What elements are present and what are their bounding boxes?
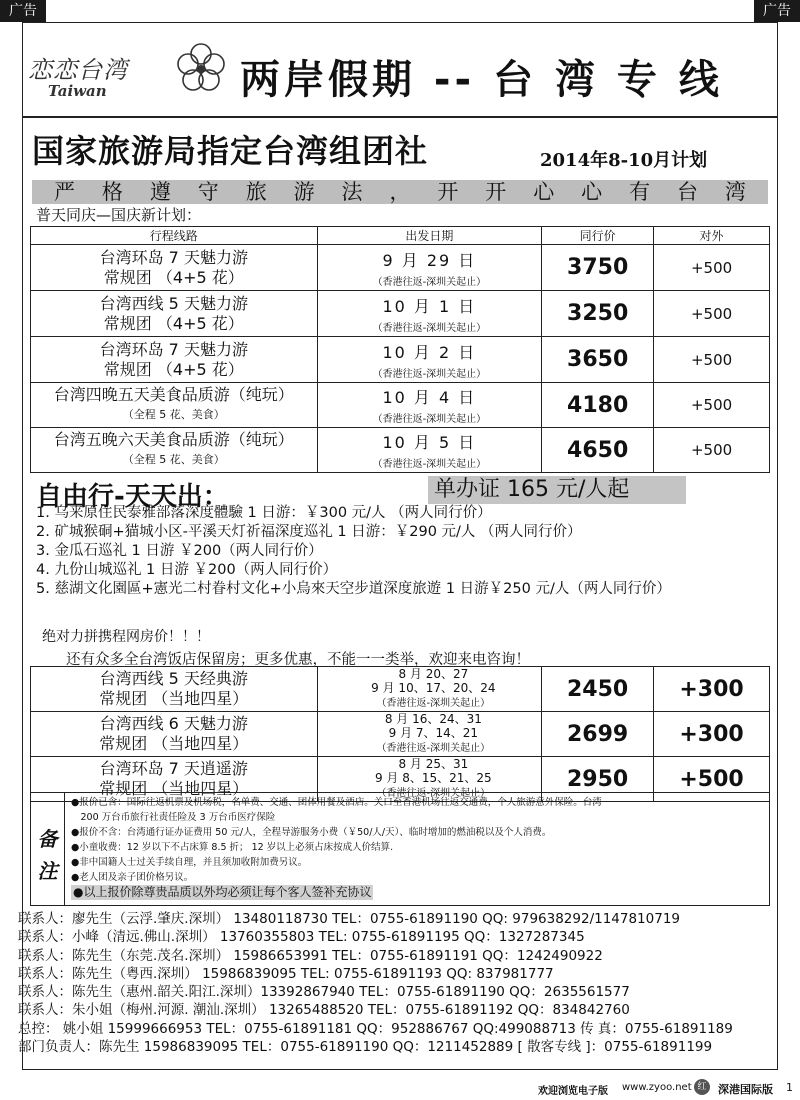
remark-line: ●报价已含：国际往返机票及机场税，名单费、交通、团体用餐及酒店。关口至香港机场往返交通费，个人旅游意外保险。台湾 [71,797,602,808]
contact-line: 总控： 姚小姐 15999666953 TEL：0755-61891181 QQ：952886767 QQ:499088713 传 真：0755-61891189 [18,1020,733,1037]
route-name: 台湾环岛 7 天逍遥游 [99,759,248,778]
slogan-char: 开 [485,180,507,204]
logo [28,42,218,104]
route-type: 常规团 （当地四星） [99,734,249,753]
remark-line: 200 万台币旅行社责任险及 3 万台币医疗保险 [71,812,276,823]
route-cell [31,291,318,337]
departure-dates: 8 月 20、27 [398,667,469,681]
slogan-char: 遵 [149,180,171,204]
footer-edition: 深港国际版 [718,1083,773,1096]
contact-line: 联系人：陈先生（东莞.茂名.深圳） 15986653991 TEL：0755-61891191 QQ：1242490922 [18,947,603,964]
hotel-price-note: 绝对力拼携程网房价！！！ [42,629,210,645]
list-item: 5. 慈湖文化園區+憲光二村眷村文化+小烏來天空步道深度旅遊 1 日游￥250 元/人（两人同行价） [36,581,671,597]
public-markup: +500 [654,245,770,291]
visa-price-badge: 单办证 165 元/人起 [428,476,686,504]
public-markup: +300 [654,667,770,712]
route-cell [31,667,318,712]
date-note: （香港往返-深圳关起止） [372,414,487,425]
public-markup: +500 [654,337,770,383]
date-note: （香港往返-深圳关起止） [372,276,487,288]
table-header-row [31,227,770,245]
contact-line: 联系人：朱小姐（梅州.河源. 潮汕.深圳） 13265488520 TEL：0755-61891192 QQ：834842760 [18,1002,630,1019]
departure-date: 9 月 29 日 [382,250,477,270]
route-type: 常规团 （4+5 花） [103,359,244,379]
route-name: 台湾西线 5 天经典游 [99,669,248,688]
footer-badge-icon: 红 [694,1079,710,1095]
header-divider [22,116,778,118]
date-cell [317,337,542,383]
departure-date: 10 月 1 日 [382,296,477,316]
contact-line: 联系人：陈先生（惠州.韶关.阳江.深圳）13392867940 TEL：0755-61891190 QQ：2635561577 [18,984,630,1001]
header-price: 同行价 [542,227,654,245]
footer-welcome: 欢迎浏览电子版 [538,1086,608,1097]
slogan-char: 守 [197,180,219,204]
trade-price: 2450 [542,667,654,712]
trade-price: 3250 [542,291,654,337]
remarks-body [71,795,767,901]
date-cell [317,667,542,712]
public-markup: +300 [654,712,770,757]
slogan-char: 旅 [245,180,267,204]
main-title: 两岸假期 -- 台 湾 专 线 [240,57,723,103]
footer-site-link[interactable]: www.zyoo.net [622,1082,692,1093]
route-type: （全程 5 花、美食） [122,453,225,466]
list-item: 1. 乌来原住民泰雅部落深度體驗 1 日游：￥300 元/人 （两人同行价） [36,505,492,521]
public-markup: +500 [654,383,770,428]
slogan-banner [32,180,768,204]
date-cell [317,383,542,428]
departure-dates: 9 月 8、15、21、25 [374,771,492,785]
slogan-char: 心 [533,180,555,204]
date-note: （香港往返-深圳关起止） [376,743,491,754]
table-row [31,291,770,337]
departure-date: 10 月 2 日 [382,342,477,362]
date-cell [317,428,542,473]
agreement-note: ●以上报价除尊贵品质以外均必须让每个客人签补充协议 [73,885,372,899]
list-item: 2. 矿城猴硐+猫城小区-平溪天灯祈福深度巡礼 1 日游：￥290 元/人 （两人同行价） [36,524,582,540]
route-type: 常规团 （当地四星） [99,779,249,798]
regular-tour-table [30,666,770,802]
route-cell [31,245,318,291]
date-note: （香港往返-深圳关起止） [376,788,491,799]
public-markup: +500 [654,428,770,473]
route-type: 常规团 （4+5 花） [103,267,244,287]
ad-tag-right: 广告 [754,0,800,22]
route-cell [31,428,318,473]
slogan-char: 严 [54,180,75,204]
date-note: （香港往返-深圳关起止） [372,322,487,334]
remarks-label-char: 注 [37,859,58,883]
departure-date: 10 月 4 日 [382,388,477,407]
public-markup: +500 [654,757,770,802]
trade-price: 3750 [542,245,654,291]
national-day-subhead: 普天同庆—国庆新计划： [36,206,202,224]
slogan-char: 游 [293,180,315,204]
plum-blossom-icon [176,42,226,96]
trade-price: 3650 [542,337,654,383]
slogan-char: 有 [629,180,651,204]
route-name: 台湾五晚六天美食品质游（纯玩） [53,430,294,449]
remarks-box [30,792,770,906]
route-type: 常规团 （4+5 花） [103,313,244,333]
table-row [31,245,770,291]
route-type: 常规团 （当地四星） [99,689,249,708]
slogan-char: ， [389,180,411,204]
contact-line: 联系人：廖先生（云浮.肇庆.深圳） 13480118730 TEL：0755-61891190 QQ: 979638292/1147810719 [18,911,681,927]
departure-dates: 9 月 10、17、20、24 [371,681,496,695]
trade-price: 4650 [542,428,654,473]
remark-line: ●非中国籍人士过关手续自理，并且须加收附加费另议。 [71,857,308,868]
header-route: 行程线路 [31,227,318,245]
trade-price: 2950 [542,757,654,802]
route-cell [31,712,318,757]
route-cell [31,383,318,428]
header-date: 出发日期 [317,227,542,245]
public-markup: +500 [654,291,770,337]
trade-price: 2699 [542,712,654,757]
route-cell [31,337,318,383]
free-travel-list [36,504,766,599]
route-type: （全程 5 花、美食） [122,408,225,421]
table-row [31,712,770,757]
table-row [31,667,770,712]
contact-line: 联系人：陈先生（粤西.深圳） 15986839095 TEL: 0755-61891193 QQ: 837981777 [18,965,554,982]
remark-line: ●小童收费：12 岁以下不占床算 8.5 折； 12 岁以上必须占床按成人价结算. [71,842,394,853]
contact-list [18,910,788,1056]
remarks-label-char: 备 [37,827,58,851]
remarks-label [31,793,65,905]
free-travel-title: 自由行-天天出： [36,482,229,512]
date-note: （香港往返-深圳关起止） [372,459,487,470]
route-name: 台湾四晚五天美食品质游（纯玩） [53,385,294,404]
date-cell [317,712,542,757]
slogan-char: 法 [341,180,363,204]
date-cell [317,245,542,291]
route-name: 台湾西线 6 天魅力游 [99,714,248,733]
route-name: 台湾环岛 7 天魅力游 [99,247,248,267]
slogan-char: 心 [581,180,603,204]
national-day-tour-table [30,226,770,473]
table-row [31,428,770,473]
page-number: 1 [786,1081,793,1094]
header-ext: 对外 [654,227,770,245]
contact-line: 部门负责人：陈先生 15986839095 TEL：0755-61891190 QQ：1211452889 [ 散客专线 ]：0755-61891199 [18,1039,713,1056]
ad-tag-left: 广告 [0,0,46,22]
date-cell [317,291,542,337]
route-name: 台湾环岛 7 天魅力游 [99,339,248,359]
remark-line: ●报价不含：台湾通行证办证费用 50 元/人，全程导游服务小费（￥50/人/天）、临时增加的燃油税以及个人消费。 [71,827,552,838]
agency-title: 国家旅游局指定台湾组团社 [32,132,429,170]
logo-text: 恋恋台湾 [28,56,128,84]
departure-date: 10 月 5 日 [382,433,477,452]
departure-dates: 8 月 25、31 [398,757,469,771]
page-footer [0,1076,800,1100]
date-note: （香港往返-深圳关起止） [372,368,487,380]
table-row [31,337,770,383]
logo-sub: Taiwan [48,82,107,100]
trade-price: 4180 [542,383,654,428]
remark-line: ●老人团及亲子团价格另议。 [71,872,194,883]
slogan-char: 台 [676,180,698,204]
plan-period: 2014年8-10月计划 [540,150,708,171]
departure-dates: 9 月 7、14、21 [388,726,479,740]
slogan-char: 湾 [724,180,746,204]
list-item: 3. 金瓜石巡礼 1 日游 ￥200（两人同行价） [36,543,323,559]
contact-line: 联系人：小峰（清远.佛山.深圳） 13760355803 TEL: 0755-61891195 QQ：1327287345 [18,929,585,946]
departure-dates: 8 月 16、24、31 [384,712,482,726]
slogan-char: 开 [437,180,459,204]
table-row [31,383,770,428]
slogan-char: 格 [101,180,123,204]
route-name: 台湾西线 5 天魅力游 [99,293,248,313]
date-note: （香港往返-深圳关起止） [376,698,491,709]
more-hotels-note: 还有众多全台湾饭店保留房；更多优惠，不能一一类举，欢迎来电咨询！ [66,652,530,668]
list-item: 4. 九份山城巡礼 1 日游 ￥200（两人同行价） [36,562,338,578]
